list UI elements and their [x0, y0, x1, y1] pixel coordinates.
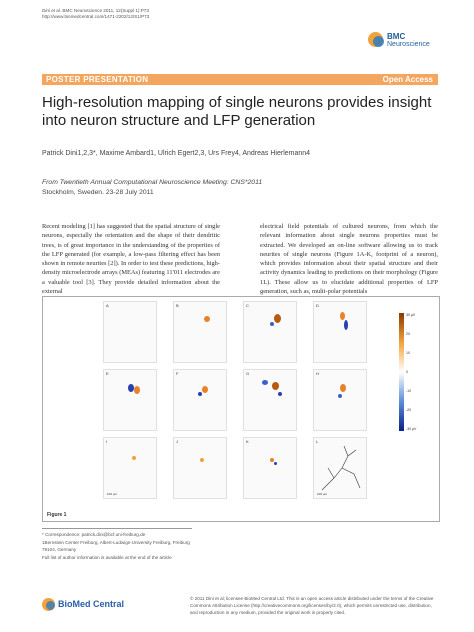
- figure-panel-label: B: [176, 303, 179, 308]
- footnote-affiliation: 1Bernstein Center Freiburg, Albert-Ludwigs-University Freiburg, Freiburg: [42, 539, 190, 545]
- figure-panel-d: [313, 301, 367, 363]
- citation-rest: et al. BMC Neuroscience 2011, 12(Suppl 1):P73: [49, 8, 149, 13]
- figure-panels: [103, 301, 417, 505]
- signal-blob: [270, 458, 274, 462]
- signal-blob: [344, 320, 348, 330]
- signal-blob: [278, 392, 282, 396]
- figure-panel-a: [103, 301, 157, 363]
- article-url[interactable]: http://www.biomedcentral.com/1471-2202/12/S1/P73: [42, 14, 150, 19]
- figure-panel-b: [173, 301, 227, 363]
- colorbar-tick: -10: [406, 389, 412, 393]
- neurite-trace: [322, 446, 360, 490]
- conference-line2: Stockholm, Sweden. 23-28 July 2011: [42, 188, 154, 196]
- figure-panel-e: [103, 369, 157, 431]
- footnotes: [42, 531, 222, 561]
- signal-blob: [200, 458, 204, 462]
- body-column-left: Recent modeling [1] has suggested that the spatial structure of single neurons, especially the orientation and the shape of their dendritic trees, is of great importance in the understanding of the properties of the LFP generated (for example, a low-pass filtering effect has been shown in remote neurites [2]). In order to test these predictions, high-density microelectrode arrays (MEAs) featuring 11'011 electrodes are a valuable tool [3]. They provide detailed information about the external: [42, 223, 220, 296]
- bmc-logo-text: BioMed Central: [58, 599, 125, 609]
- figure-panel-k: [243, 437, 297, 499]
- figure-panel-label: A: [106, 303, 109, 308]
- conference-info: [42, 178, 372, 198]
- footnote-more-info: Full list of author information is available at the end of the article: [42, 554, 172, 560]
- section-banner: [42, 74, 438, 85]
- figure-panel-c: [243, 301, 297, 363]
- figure-panel-label: L: [316, 439, 319, 444]
- signal-blob: [204, 316, 210, 322]
- bmc-logo-blue: [46, 601, 55, 610]
- footnote-correspondence: * Correspondence: patrick.dini@bcf.uni-freiburg.de: [42, 532, 146, 537]
- colorbar-tick: -30 µV: [406, 427, 417, 431]
- open-access-label: Open Access: [382, 75, 433, 84]
- figure-panel-label: H: [316, 371, 319, 376]
- figure-caption: Figure 1: [47, 512, 67, 518]
- conference-line1: From Twentieth Annual Computational Neuroscience Meeting: CNS*2011: [42, 179, 263, 186]
- figure-panel-label: F: [176, 371, 179, 376]
- biomed-central-logo: [42, 598, 125, 612]
- banner-label: POSTER PRESENTATION: [46, 75, 149, 84]
- logo-line1: BMC: [387, 32, 406, 41]
- logo-line2: Neuroscience: [387, 41, 430, 48]
- citation-author: Dini: [42, 8, 50, 13]
- header-citation: [42, 8, 302, 20]
- figure-panel-l: [313, 437, 367, 499]
- signal-blob: [340, 384, 346, 392]
- figure-panel-f: [173, 369, 227, 431]
- scale-bar-label: 100 µm: [107, 492, 118, 496]
- signal-blob: [202, 386, 208, 393]
- author-list: Patrick Dini1,2,3*, Maxime Ambard1, Ulrich Egert2,3, Urs Frey4, Andreas Hierlemann4: [42, 150, 311, 157]
- article-title: High-resolution mapping of single neurons provides insight into neuron structure and LFP generation: [42, 94, 432, 129]
- colorbar: [399, 313, 417, 431]
- figure-panel-label: J: [176, 439, 178, 444]
- footnote-rule: [42, 528, 192, 529]
- figure-panel-label: G: [246, 371, 250, 376]
- signal-blob: [134, 386, 140, 394]
- copyright-notice: © 2011 Dini et al; licensee BioMed Central Ltd. This is an open access article distributed under the terms of the Creative Commons Attribution License (http://creativecommons.org/licenses/by/2.0), which permits unrestricted use, distribution, and reproduction in any medium, provided the original work is properly cited.: [190, 596, 434, 616]
- signal-blob: [270, 322, 274, 326]
- signal-blob: [274, 462, 277, 465]
- journal-logo: [368, 32, 438, 58]
- body-column-right: electrical field potentials of cultured neurons, from which the relevant information about single neurons properties must be extracted. We developed an on-line software allowing us to track neurites of single neurons (Figure 1A-K, footprint of a neuron), which provides information about their spatial structure and their activity dynamics leading to predictions on their morphology (Figure 1L). These allow us to elucidate additional properties of LFP generation, such as, multi-polar potentials: [260, 223, 438, 296]
- colorbar-tick: 0: [406, 370, 408, 374]
- colorbar-tick: -20: [406, 408, 412, 412]
- figure-panel-label: C: [246, 303, 249, 308]
- figure-panel-h: [313, 369, 367, 431]
- figure-panel-label: K: [246, 439, 249, 444]
- figure-panel-g: [243, 369, 297, 431]
- signal-blob: [198, 392, 202, 396]
- figure-panel-label: D: [316, 303, 319, 308]
- figure-panel-j: [173, 437, 227, 499]
- signal-blob: [340, 312, 345, 320]
- colorbar-tick: 30 µV: [406, 313, 416, 317]
- figure-1: [42, 296, 440, 522]
- logo-blue-circle: [373, 36, 384, 47]
- footnote-address: 79104, Germany: [42, 547, 77, 553]
- signal-blob: [338, 394, 342, 398]
- scale-bar-label: 100 µm: [317, 492, 328, 496]
- figure-panel-i: [103, 437, 157, 499]
- colorbar-tick: 20: [406, 332, 410, 336]
- figure-panel-label: I: [106, 439, 108, 444]
- colorbar-tick: 10: [406, 351, 410, 355]
- signal-blob: [272, 382, 279, 390]
- signal-blob: [132, 456, 136, 460]
- figure-panel-label: E: [106, 371, 109, 376]
- signal-blob: [262, 380, 268, 385]
- neuron-morphology: [314, 438, 366, 498]
- signal-blob: [274, 314, 281, 323]
